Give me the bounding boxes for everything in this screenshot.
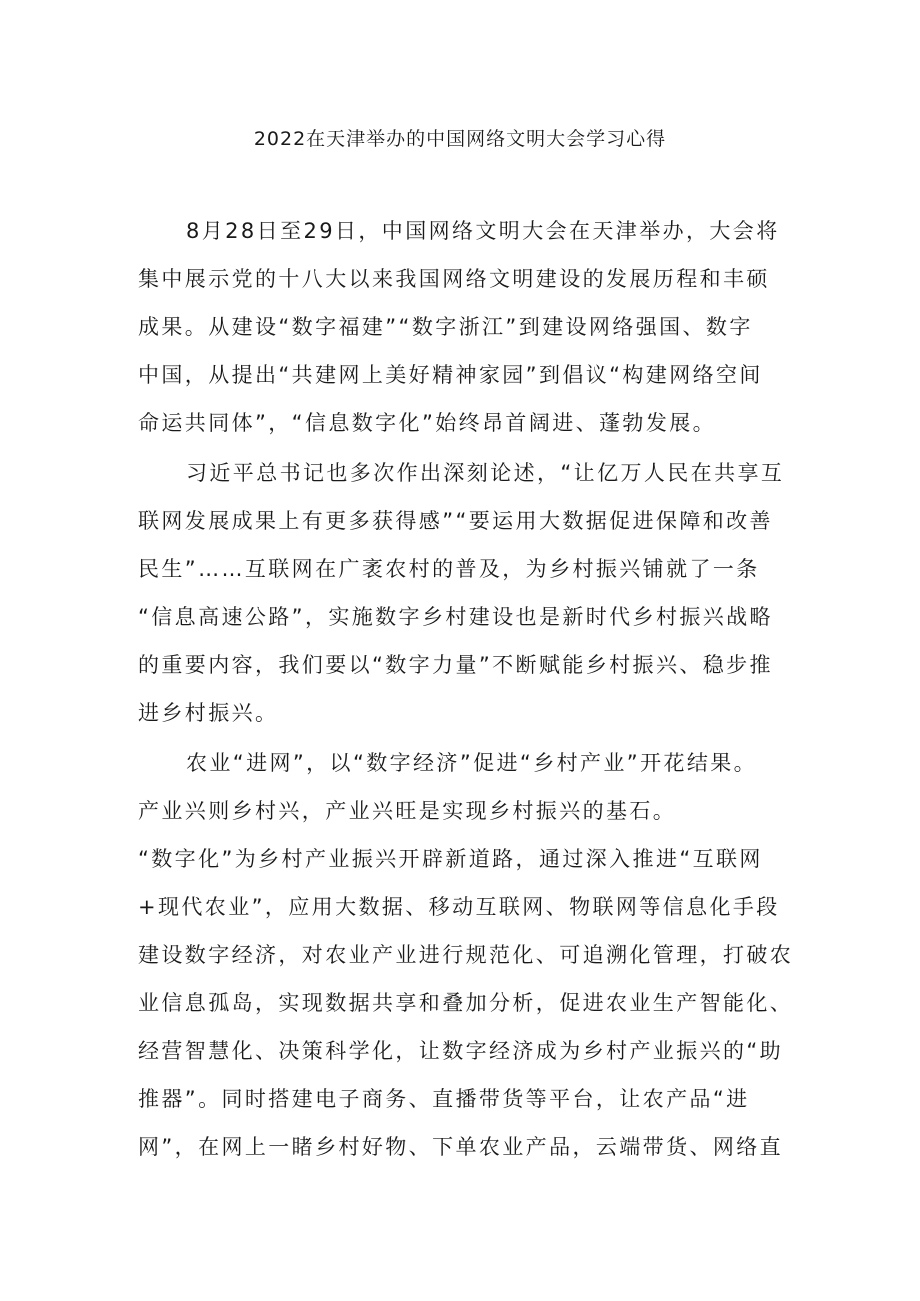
document-title: 2022在天津举办的中国网络文明大会学习心得	[253, 128, 667, 150]
paragraph-2-line-2: 联网发展成果上有更多获得感”“要运用大数据促进保障和改善	[138, 509, 773, 533]
paragraph-4-line-5: 经营智慧化、决策科学化，让数字经济成为乡村产业振兴的“助	[138, 1039, 784, 1063]
paragraph-1-line-1: 8月28日至29日，中国网络文明大会在天津举办，大会将	[186, 219, 780, 243]
paragraph-3-line-2: 产业兴则乡村兴，产业兴旺是实现乡村振兴的基石。	[138, 799, 677, 823]
paragraph-1-line-4: 中国，从提出“共建网上美好精神家园”到倡议“构建网络空间	[138, 363, 763, 387]
paragraph-1-line-5: 命运共同体”，“信息数字化”始终昂首阔进、蓬勃发展。	[138, 411, 717, 435]
paragraph-4-line-7: 网”，在网上一睹乡村好物、下单农业产品，云端带货、网络直	[138, 1135, 784, 1159]
paragraph-4-line-6: 推器”。同时搭建电子商务、直播带货等平台，让农产品“进	[138, 1087, 750, 1111]
paragraph-2-line-4: “信息高速公路”，实施数字乡村建设也是新时代乡村振兴战略	[138, 605, 773, 629]
paragraph-1-line-3: 成果。从建设“数字福建”“数字浙江”到建设网络强国、数字	[138, 315, 753, 339]
paragraph-3-line-1: 农业“进网”，以“数字经济”促进“乡村产业”开花结果。	[186, 751, 758, 775]
paragraph-2-line-5: 的重要内容，我们要以“数字力量”不断赋能乡村振兴、稳步推	[138, 653, 773, 677]
paragraph-2-line-1: 习近平总书记也多次作出深刻论述，“让亿万人民在共享互	[186, 461, 785, 485]
paragraph-4-line-2: +现代农业”，应用大数据、移动互联网、物联网等信息化手段	[138, 895, 780, 919]
paragraph-1-line-2: 集中展示党的十八大以来我国网络文明建设的发展历程和丰硕	[138, 267, 770, 291]
paragraph-4-line-1: “数字化”为乡村产业振兴开辟新道路，通过深入推进“互联网	[138, 847, 763, 871]
paragraph-2-line-3: 民生”……互联网在广袤农村的普及，为乡村振兴铺就了一条	[138, 557, 760, 581]
paragraph-2-line-6: 进乡村振兴。	[138, 701, 279, 725]
paragraph-4-line-4: 业信息孤岛，实现数据共享和叠加分析，促进农业生产智能化、	[138, 991, 794, 1015]
paragraph-4-line-3: 建设数字经济，对农业产业进行规范化、可追溯化管理，打破农	[138, 943, 794, 967]
